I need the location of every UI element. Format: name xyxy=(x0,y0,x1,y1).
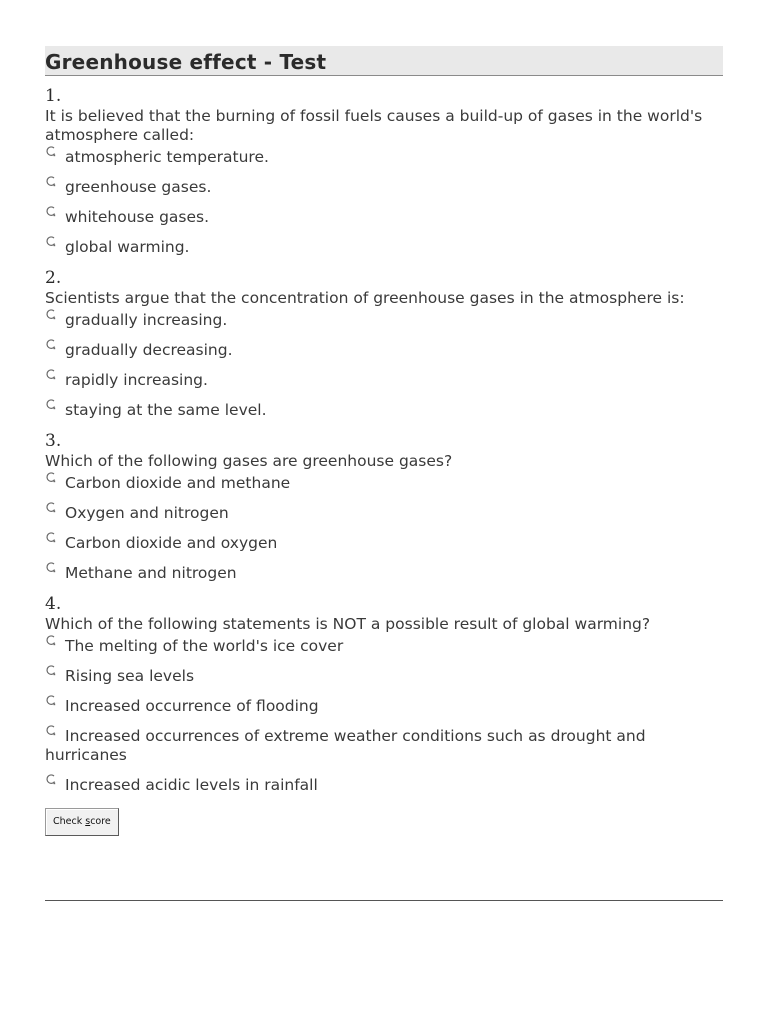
radio-button-icon[interactable] xyxy=(45,564,57,576)
option-q2-c[interactable] xyxy=(45,371,723,390)
bottom-divider xyxy=(45,900,723,901)
option-label: greenhouse gases. xyxy=(65,178,212,196)
radio-button-icon[interactable] xyxy=(45,371,57,383)
option-label: The melting of the world's ice cover xyxy=(65,637,344,655)
question-3 xyxy=(45,431,723,583)
radio-button-icon[interactable] xyxy=(45,311,57,323)
radio-button-icon[interactable] xyxy=(45,208,57,220)
option-label: Increased occurrence of flooding xyxy=(65,697,319,715)
question-2 xyxy=(45,268,723,420)
question-number: 2. xyxy=(45,268,62,288)
option-q4-b[interactable] xyxy=(45,667,723,686)
option-label: Methane and nitrogen xyxy=(65,564,237,582)
option-q1-b[interactable] xyxy=(45,178,723,197)
question-text: Which of the following statements is NOT a possible result of global warming? xyxy=(45,615,651,633)
option-label: gradually increasing. xyxy=(65,311,228,329)
option-label: Rising sea levels xyxy=(65,667,195,685)
option-label: atmospheric temperature. xyxy=(65,148,269,166)
option-q2-b[interactable] xyxy=(45,341,723,360)
radio-button-icon[interactable] xyxy=(45,727,57,739)
radio-button-icon[interactable] xyxy=(45,401,57,413)
radio-button-icon[interactable] xyxy=(45,504,57,516)
options-list xyxy=(45,474,723,583)
radio-button-icon[interactable] xyxy=(45,474,57,486)
option-label: Carbon dioxide and methane xyxy=(65,474,291,492)
option-label: rapidly increasing. xyxy=(65,371,208,389)
test-page xyxy=(45,46,723,836)
question-number: 4. xyxy=(45,594,62,614)
radio-button-icon[interactable] xyxy=(45,697,57,709)
option-label: gradually decreasing. xyxy=(65,341,233,359)
option-q4-d[interactable] xyxy=(45,727,723,765)
radio-button-icon[interactable] xyxy=(45,341,57,353)
option-q3-b[interactable] xyxy=(45,504,723,523)
option-label: Increased occurrences of extreme weather conditions such as drought and hurricanes xyxy=(45,727,646,764)
radio-button-icon[interactable] xyxy=(45,238,57,250)
check-score-label-post: core xyxy=(90,816,111,827)
option-label: Oxygen and nitrogen xyxy=(65,504,229,522)
question-number: 1. xyxy=(45,86,62,106)
option-label: staying at the same level. xyxy=(65,401,267,419)
question-text: Scientists argue that the concentration of greenhouse gases in the atmosphere is: xyxy=(45,289,685,307)
radio-button-icon[interactable] xyxy=(45,637,57,649)
page-title: Greenhouse effect - Test xyxy=(45,50,327,74)
option-q3-d[interactable] xyxy=(45,564,723,583)
option-label: global warming. xyxy=(65,238,190,256)
option-q4-a[interactable] xyxy=(45,637,723,656)
question-text: Which of the following gases are greenhouse gases? xyxy=(45,452,453,470)
option-label: whitehouse gases. xyxy=(65,208,210,226)
check-score-accelerator: s xyxy=(85,816,91,827)
options-list xyxy=(45,637,723,795)
option-q2-a[interactable] xyxy=(45,311,723,330)
options-list xyxy=(45,148,723,257)
radio-button-icon[interactable] xyxy=(45,178,57,190)
option-q1-a[interactable] xyxy=(45,148,723,167)
radio-button-icon[interactable] xyxy=(45,776,57,788)
question-number: 3. xyxy=(45,431,62,451)
radio-button-icon[interactable] xyxy=(45,148,57,160)
option-q4-c[interactable] xyxy=(45,697,723,716)
option-q4-e[interactable] xyxy=(45,776,723,795)
option-q3-a[interactable] xyxy=(45,474,723,493)
option-q1-c[interactable] xyxy=(45,208,723,227)
question-4 xyxy=(45,594,723,795)
option-q1-d[interactable] xyxy=(45,238,723,257)
options-list xyxy=(45,311,723,420)
check-score-label-pre: Check xyxy=(53,816,86,827)
check-score-button[interactable] xyxy=(45,808,119,836)
radio-button-icon[interactable] xyxy=(45,667,57,679)
question-1 xyxy=(45,86,723,257)
title-bar xyxy=(45,46,723,76)
radio-button-icon[interactable] xyxy=(45,534,57,546)
question-text: It is believed that the burning of fossil fuels causes a build-up of gases in the world's atmosphere called: xyxy=(45,107,703,144)
option-label: Increased acidic levels in rainfall xyxy=(65,776,318,794)
option-q3-c[interactable] xyxy=(45,534,723,553)
option-q2-d[interactable] xyxy=(45,401,723,420)
option-label: Carbon dioxide and oxygen xyxy=(65,534,278,552)
